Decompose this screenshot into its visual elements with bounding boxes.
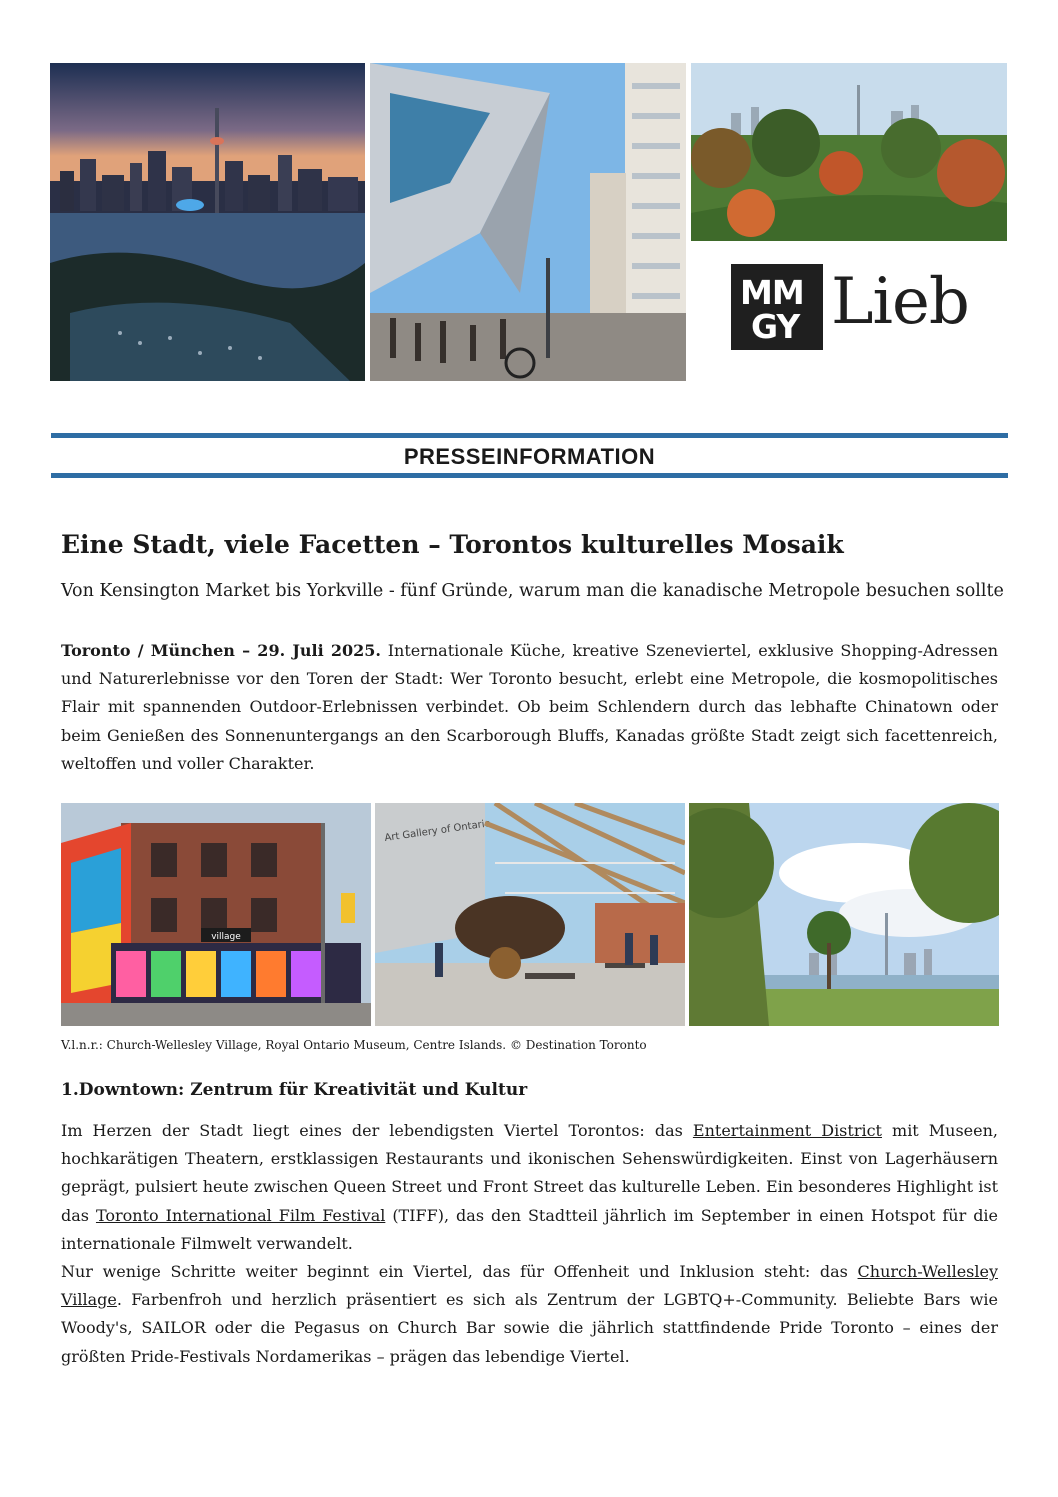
headline: Eine Stadt, viele Facetten – Torontos kulturelles Mosaik [61,530,844,559]
p2-text-b: . Farbenfroh und herzlich präsentiert es sich als Zentrum der LGBTQ+-Community. Beliebte Bars wie Woody's, SAILOR oder die Pegasus on Church Bar sowie die jährlich stattfindende Pride Toronto – eines der größten Pride-Festivals Nordamerikas – prägen das lebendige Viertel. [61,1290,998,1366]
photo-art-gallery-of-ontario [375,803,685,1026]
section-paragraph-1 [61,1117,998,1258]
p2-text-a: Nur wenige Schritte weiter beginnt ein Viertel, das für Offenheit und Inklusion steht: das [61,1262,858,1281]
section-paragraph-2 [61,1258,998,1371]
link-church-wellesley-village[interactable]: Church-Wellesley Village [61,1262,998,1310]
dateline: Toronto / München – 29. Juli 2025. [61,641,381,660]
p1-text-c: (TIFF), das den Stadtteil jährlich im September in einen Hotspot für die internationale Filmwelt verwandelt. [61,1205,999,1253]
photo-toronto-skyline-night [50,63,365,381]
logo-mark [731,264,823,350]
logo-mark-line1: MM [740,273,804,312]
logo-wordmark: Lieb [831,265,969,339]
mmgy-lieb-logo [731,264,1011,354]
press-title: PRESSEINFORMATION [403,444,656,469]
photo-centre-island [689,803,999,1026]
photo-park-autumn [691,63,1007,241]
lead-text: Internationale Küche, kreative Szeneviertel, exklusive Shopping-Adressen und Naturerlebnisse vor den Toren der Stadt: Wer Toronto besucht, erlebt eine Metropole, die kosmopolitisches Flair mit spannenden Outdoor-Erlebnissen verbindet. Ob beim Schlendern durch das lebhafte Chinatown oder beim Genießen des Sonnenuntergangs an den Scarborough Bluffs, Kanadas größte Stadt zeigt sich facettenreich, weltoffen und voller Charakter. [61,641,998,773]
subheadline: Von Kensington Market bis Yorkville - fünf Gründe, warum man die kanadische Metropole besuchen sollte [61,581,1004,601]
link-entertainment-district[interactable]: Entertainment District [692,1121,882,1140]
section-heading: 1.Downtown: Zentrum für Kreativität und Kultur [61,1080,528,1100]
header-rule-top [51,433,1008,438]
lead-paragraph [61,637,998,778]
link-tiff[interactable]: Toronto International Film Festival [95,1205,386,1225]
photo-church-wellesley-village [61,803,371,1026]
photo-royal-ontario-museum [370,63,686,381]
header-rule-bottom [51,473,1008,478]
gallery-sign-text: Art Gallery of Ontario [383,818,492,844]
shop-sign-text: village [211,932,241,942]
photo-caption: V.l.n.r.: Church-Wellesley Village, Royal Ontario Museum, Centre Islands. © Destination Toronto [61,1038,647,1052]
logo-mark-line2: GY [751,307,800,346]
p1-text-a: Im Herzen der Stadt liegt eines der lebendigsten Viertel Torontos: das [61,1121,693,1140]
p1-text-b: mit Museen, hochkarätigen Theatern, erstklassigen Restaurants und ikonischen Sehenswürdigkeiten. Einst von Lagerhäusern geprägt, pulsiert heute zwischen Queen Street und Front Street das kulturelle Leben. Ein besonderes Highlight ist das [61,1121,999,1225]
